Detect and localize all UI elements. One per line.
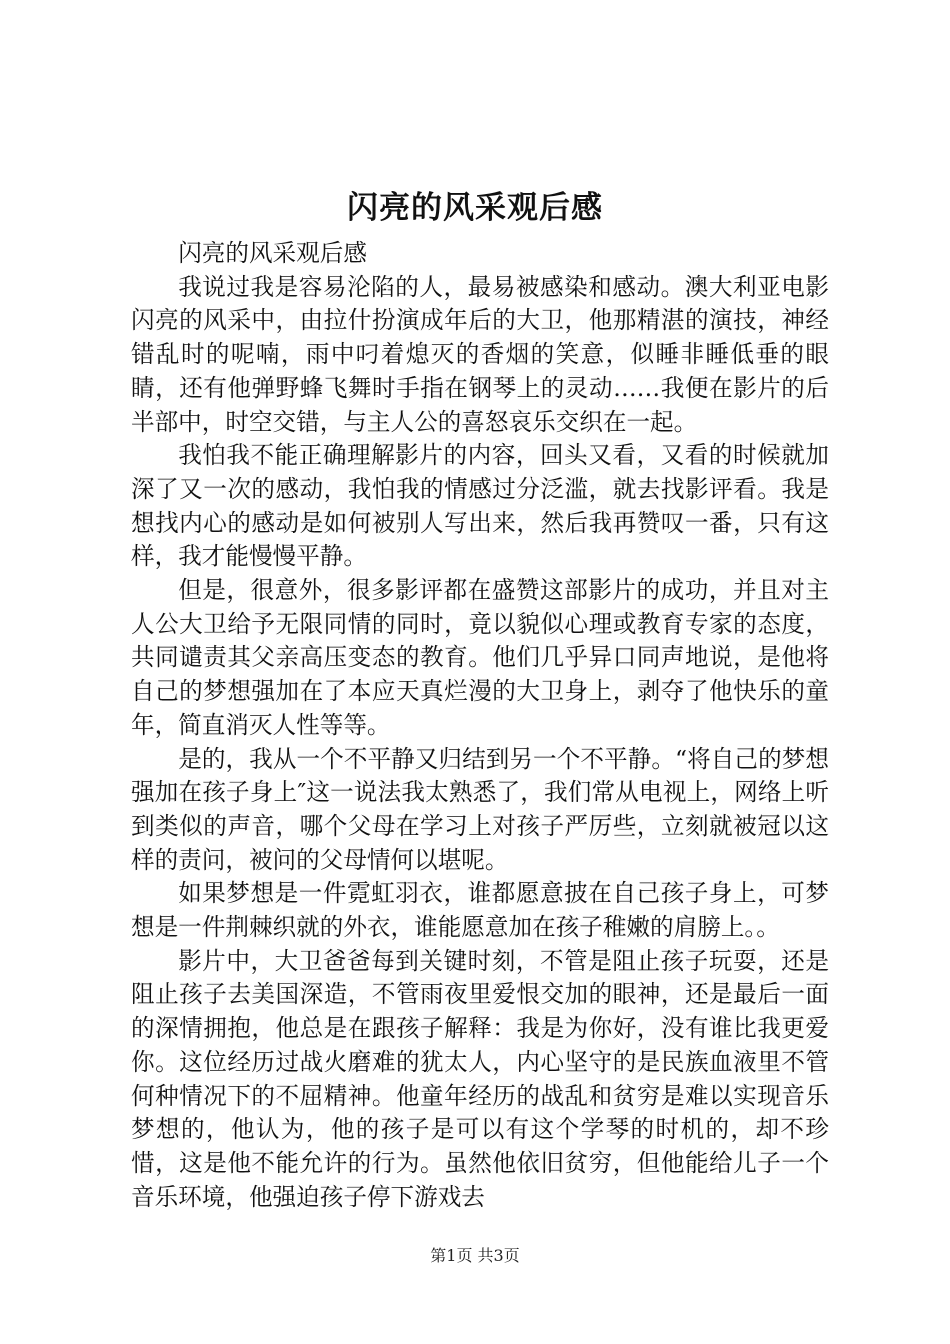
paragraph-subtitle: 闪亮的风采观后感 (178, 239, 367, 267)
paragraph: 是的，我从一个不平静又归结到另一个不平静。“将自己的梦想强加在孩子身上″这一说法我太熟悉了，我们常从电视上，网络上听到类似的声音，哪个父母在学习上对孩子严厉些，立刻就被冠以这样的责问，被问的父母情何以堪呢。 (131, 744, 829, 874)
page-number-footer: 第1页 共3页 (430, 1246, 520, 1265)
document-body (131, 237, 829, 1214)
paragraph: 我怕我不能正确理解影片的内容，回头又看，又看的时候就加深了又一次的感动，我怕我的情感过分泛滥，就去找影评看。我是想找内心的感动是如何被别人写出来，然后我再赞叹一番，只有这样，我才能慢慢平静。 (131, 441, 829, 571)
paragraph: 我说过我是容易沦陷的人，最易被感染和感动。澳大利亚电影闪亮的风采中，由拉什扮演成年后的大卫，他那精湛的演技，神经错乱时的呢喃，雨中叼着熄灭的香烟的笑意，似睡非睡低垂的眼睛，还有他弹野蜂飞舞时手指在钢琴上的灵动……我便在影片的后半部中，时空交错，与主人公的喜怒哀乐交织在一起。 (131, 272, 829, 436)
paragraph: 影片中，大卫爸爸每到关键时刻，不管是阻止孩子玩耍，还是阻止孩子去美国深造，不管雨夜里爱恨交加的眼神，还是最后一面的深情拥抱，他总是在跟孩子解释：我是为你好，没有谁比我更爱你。这位经历过战火磨难的犹太人，内心坚守的是民族血液里不管何种情况下的不屈精神。他童年经历的战乱和贫穷是难以实现音乐梦想的，他认为，他的孩子是可以有这个学琴的时机的，却不珍惜，这是他不能允许的行为。虽然他依旧贫穷，但他能给儿子一个音乐环境，他强迫孩子停下游戏去 (131, 946, 829, 1211)
paragraph: 但是，很意外，很多影评都在盛赞这部影片的成功，并且对主人公大卫给予无限同情的同时，竟以貌似心理或教育专家的态度，共同谴责其父亲高压变态的教育。他们几乎异口同声地说，是他将自己的梦想强加在了本应天真烂漫的大卫身上，剥夺了他快乐的童年，简直消灭人性等等。 (131, 576, 829, 739)
document-title: 闪亮的风采观后感 (347, 190, 603, 226)
paragraph: 如果梦想是一件霓虹羽衣，谁都愿意披在自己孩子身上，可梦想是一件荆棘织就的外衣，谁能愿意加在孩子稚嫩的肩膀上。。 (131, 879, 829, 942)
